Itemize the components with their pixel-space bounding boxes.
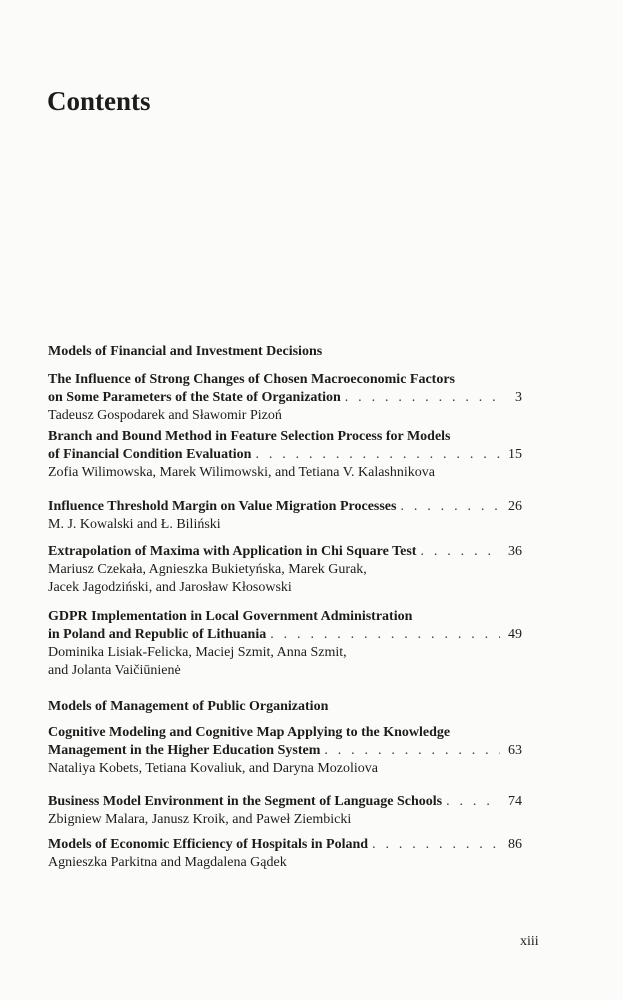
entry-title: Models of Economic Efficiency of Hospitals in Poland (48, 837, 369, 852)
entry-authors: Zbigniew Malara, Janusz Kroik, and Paweł Ziembicki (48, 812, 352, 827)
entry-authors: M. J. Kowalski and Ł. Biliński (48, 517, 221, 532)
entry-title: in Poland and Republic of Lithuania (48, 627, 267, 642)
dot-leader (255, 446, 500, 464)
page-number: 15 (508, 447, 522, 462)
entry-title: The Influence of Strong Changes of Chosen Macroeconomic Factors (48, 372, 456, 387)
entry-authors: Dominika Lisiak-Felicka, Maciej Szmit, Anna Szmit, (48, 645, 347, 660)
entry-title: GDPR Implementation in Local Government Administration (48, 609, 413, 624)
toc-entry[interactable] (48, 428, 522, 482)
toc-entry[interactable] (48, 543, 522, 597)
dot-leader (400, 498, 500, 516)
page-number: 49 (508, 627, 522, 642)
dot-leader (270, 626, 500, 644)
page-title: Contents (47, 86, 151, 116)
toc-entry[interactable] (48, 371, 522, 425)
entry-authors: Mariusz Czekała, Agnieszka Bukietyńska, Marek Gurak, (48, 562, 367, 577)
page-number: 36 (508, 544, 522, 559)
entry-authors: Zofia Wilimowska, Marek Wilimowski, and Tetiana V. Kalashnikova (48, 465, 435, 480)
entry-title: Management in the Higher Education System (48, 743, 321, 758)
entry-authors: Nataliya Kobets, Tetiana Kovaliuk, and Daryna Mozoliova (48, 761, 378, 776)
page-folio: xiii (520, 934, 539, 949)
page-number: 3 (515, 390, 522, 405)
dot-leader (446, 793, 500, 811)
toc-entry[interactable] (48, 724, 522, 778)
entry-title: Business Model Environment in the Segment of Language Schools (48, 794, 443, 809)
dot-leader (324, 742, 500, 760)
entry-authors: and Jolanta Vaičiūnienė (48, 663, 181, 678)
dot-leader (345, 389, 500, 407)
toc-entry[interactable] (48, 836, 522, 872)
entry-title: Branch and Bound Method in Feature Selection Process for Models (48, 429, 451, 444)
page-number: 26 (508, 499, 522, 514)
entry-authors: Jacek Jagodziński, and Jarosław Kłosowski (48, 580, 292, 595)
dot-leader (372, 836, 500, 854)
page-number: 63 (508, 743, 522, 758)
entry-title: Extrapolation of Maxima with Application in Chi Square Test (48, 544, 417, 559)
entry-title: Influence Threshold Margin on Value Migration Processes (48, 499, 397, 514)
entry-title: on Some Parameters of the State of Organization (48, 390, 341, 405)
page-number: 74 (508, 794, 522, 809)
section-heading: Models of Management of Public Organization (48, 699, 329, 714)
entry-authors: Tadeusz Gospodarek and Sławomir Pizoń (48, 408, 282, 423)
toc-entry[interactable] (48, 608, 522, 680)
entry-title: of Financial Condition Evaluation (48, 447, 252, 462)
page-number: 86 (508, 837, 522, 852)
dot-leader (420, 543, 500, 561)
toc-entry[interactable] (48, 498, 522, 534)
section-heading: Models of Financial and Investment Decisions (48, 344, 323, 359)
entry-authors: Agnieszka Parkitna and Magdalena Gądek (48, 855, 287, 870)
toc-entry[interactable] (48, 793, 522, 829)
entry-title: Cognitive Modeling and Cognitive Map Applying to the Knowledge (48, 725, 451, 740)
